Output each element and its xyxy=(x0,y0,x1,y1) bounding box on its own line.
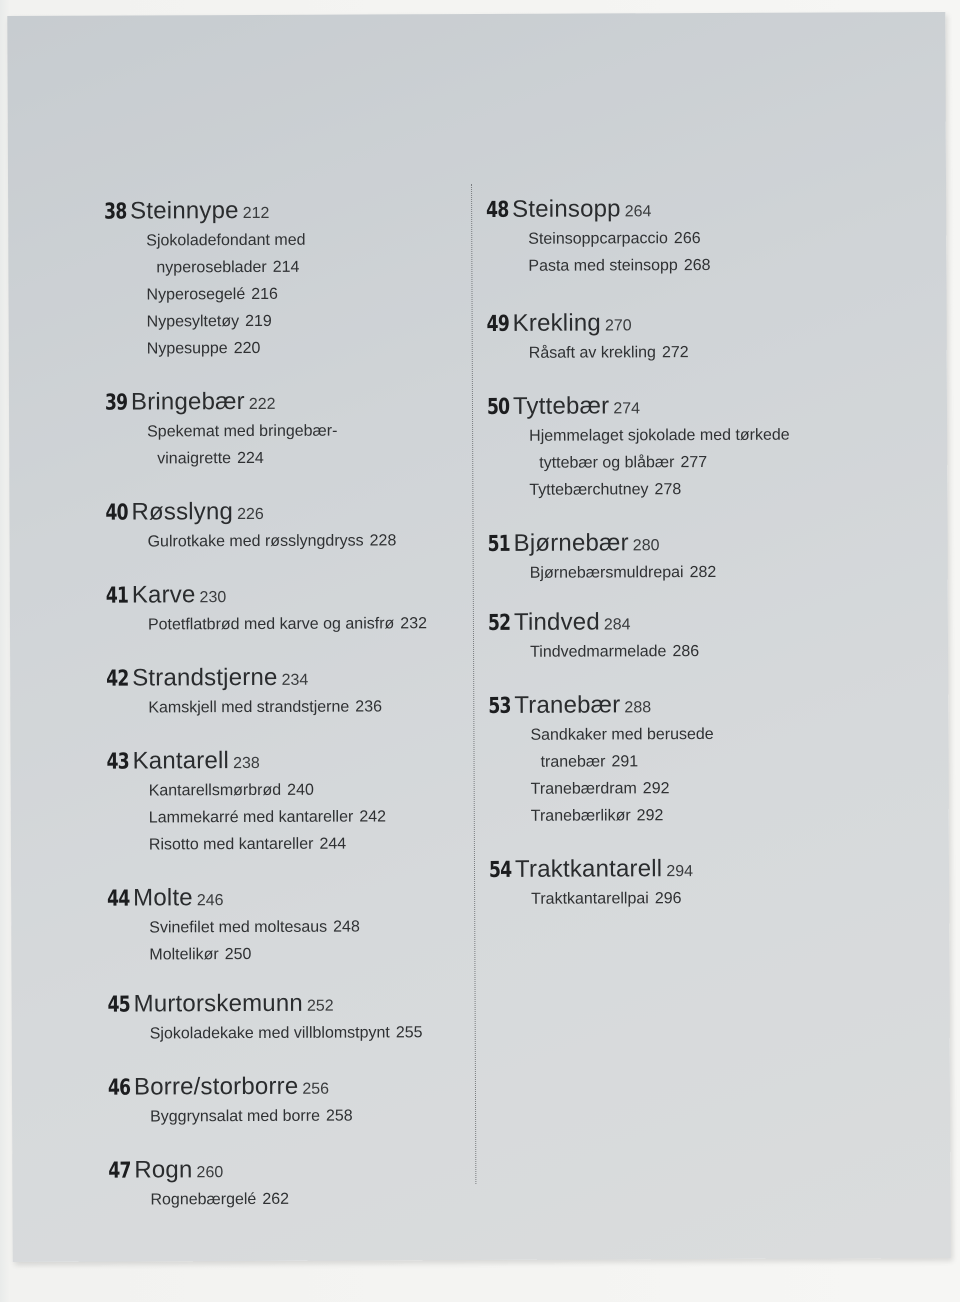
chapter-number: 41 xyxy=(105,583,129,609)
toc-chapter xyxy=(108,987,458,1048)
recipe-line xyxy=(148,610,456,638)
recipe-page-number: 278 xyxy=(654,481,682,499)
recipe-page-number: 228 xyxy=(369,532,397,550)
chapter-heading xyxy=(106,661,456,695)
recipe-line xyxy=(529,475,887,504)
recipe-entry xyxy=(488,558,888,587)
chapter-number: 49 xyxy=(486,311,510,337)
chapter-page-number: 230 xyxy=(199,589,227,607)
recipe-page-number: 266 xyxy=(673,230,701,248)
recipe-title: Risotto med kantareller xyxy=(148,835,314,854)
chapter-page-number: 246 xyxy=(196,892,224,910)
toc-chapter xyxy=(487,389,887,504)
chapter-page-number: 234 xyxy=(281,671,309,689)
recipe-entry xyxy=(488,637,888,666)
recipe-title: Kamskjell med strandstjerne xyxy=(148,698,350,717)
recipe-title: vinaigrette xyxy=(157,450,232,468)
chapter-number: 51 xyxy=(487,531,510,557)
chapter-title: Tyttebær xyxy=(512,392,610,420)
chapter-title: Rogn xyxy=(134,1156,193,1184)
recipe-line xyxy=(148,527,456,555)
recipe-entry xyxy=(106,610,456,639)
toc-chapter xyxy=(488,605,888,666)
recipe-page-number: 277 xyxy=(680,454,708,472)
recipe-page-number: 224 xyxy=(237,449,264,468)
recipe-page-number: 291 xyxy=(611,753,639,771)
recipe-line xyxy=(150,1185,458,1213)
chapter-title: Murtorskemunn xyxy=(133,989,303,1018)
chapter-page-number: 212 xyxy=(242,204,270,223)
chapter-page-number: 284 xyxy=(603,616,631,634)
chapter-heading xyxy=(489,852,889,886)
recipe-title: Kantarellsmørbrød xyxy=(148,781,282,800)
chapter-title: Kantarell xyxy=(132,747,230,775)
recipe-title: Moltelikør xyxy=(149,946,219,964)
recipe-page-number: 282 xyxy=(689,563,717,582)
recipe-page-number: 220 xyxy=(233,339,261,358)
recipe-page-number: 240 xyxy=(287,781,314,799)
chapter-heading xyxy=(487,306,887,340)
book-page xyxy=(7,12,950,1262)
chapter-title: Steinsopp xyxy=(512,195,621,223)
chapter-number: 38 xyxy=(104,199,127,225)
recipe-entry xyxy=(105,307,455,336)
recipe-line xyxy=(530,558,888,587)
recipe-line xyxy=(149,940,457,968)
chapter-title: Bringebær xyxy=(130,388,245,416)
chapter-title: Traktkantarell xyxy=(514,855,663,883)
recipe-title: Nyperosegelé xyxy=(146,286,246,304)
recipe-page-number: 286 xyxy=(672,643,700,661)
toc-chapter xyxy=(106,578,456,639)
toc-chapter xyxy=(108,1153,458,1214)
recipe-entry xyxy=(487,475,887,504)
recipe-title: Nypesyltetøy xyxy=(146,313,240,331)
recipe-line xyxy=(146,226,454,254)
toc-chapter xyxy=(107,881,457,969)
recipe-page-number: 214 xyxy=(272,258,300,276)
chapter-heading xyxy=(486,192,886,226)
recipe-line xyxy=(531,801,889,830)
recipe-entry xyxy=(107,913,457,942)
recipe-title: Gulrotkake med røsslyngdryss xyxy=(147,532,364,551)
chapter-number: 53 xyxy=(488,693,511,719)
toc-chapter xyxy=(488,526,888,587)
toc-left-column xyxy=(104,194,458,1214)
recipe-entry xyxy=(486,224,886,253)
toc-chapter xyxy=(106,661,456,722)
toc-chapter xyxy=(104,194,455,363)
chapter-number: 48 xyxy=(486,197,509,223)
chapter-title: Steinnype xyxy=(130,197,239,225)
chapter-page-number: 222 xyxy=(248,395,276,414)
recipe-entry xyxy=(105,417,455,473)
recipe-page-number: 262 xyxy=(262,1190,290,1208)
recipe-line xyxy=(146,280,454,308)
recipe-line xyxy=(149,776,457,804)
toc-chapter xyxy=(486,192,886,280)
recipe-title: Byggrynsalat med borre xyxy=(150,1107,320,1126)
recipe-page-number: 236 xyxy=(355,698,383,716)
recipe-page-number: 232 xyxy=(400,615,428,633)
chapter-heading xyxy=(108,1153,458,1187)
chapter-page-number: 264 xyxy=(624,203,652,221)
recipe-entry xyxy=(487,421,887,477)
chapter-number: 54 xyxy=(488,857,512,883)
toc-right-column xyxy=(486,192,889,913)
chapter-number: 52 xyxy=(487,610,511,636)
recipe-entry xyxy=(106,527,456,556)
recipe-line xyxy=(147,444,455,472)
chapter-heading xyxy=(105,495,455,529)
recipe-title: Råsaft av krekling xyxy=(528,344,656,362)
recipe-page-number: 292 xyxy=(642,780,670,798)
recipe-title: Bjørnebærsmuldrepai xyxy=(529,564,684,582)
recipe-line xyxy=(149,913,457,941)
chapter-page-number: 226 xyxy=(237,505,264,524)
recipe-line xyxy=(529,421,887,450)
recipe-entry xyxy=(489,801,889,830)
chapter-heading xyxy=(107,881,457,915)
recipe-entry xyxy=(107,803,457,832)
recipe-entry xyxy=(489,884,889,913)
recipe-title: Lammekarré med kantareller xyxy=(148,808,354,827)
recipe-page-number: 255 xyxy=(395,1024,423,1042)
recipe-line xyxy=(531,774,889,803)
chapter-heading xyxy=(488,605,888,639)
chapter-number: 39 xyxy=(104,390,128,416)
recipe-title: Rognebærgelé xyxy=(150,1190,257,1209)
recipe-line xyxy=(146,253,454,281)
chapter-heading xyxy=(108,987,458,1021)
toc-chapter xyxy=(105,385,455,473)
recipe-line xyxy=(528,224,886,253)
recipe-title: nyperoseblader xyxy=(156,258,267,277)
chapter-page-number: 238 xyxy=(233,754,260,773)
recipe-title: Tyttebærchutney xyxy=(529,481,649,499)
recipe-entry xyxy=(108,1019,458,1048)
chapter-heading xyxy=(106,578,456,612)
recipe-entry xyxy=(107,776,457,805)
chapter-page-number: 252 xyxy=(306,997,334,1015)
recipe-line xyxy=(150,1019,458,1047)
recipe-line xyxy=(149,830,457,858)
recipe-title: Svinefilet med moltesaus xyxy=(149,918,328,937)
chapter-title: Borre/storborre xyxy=(133,1072,299,1101)
recipe-entry xyxy=(108,1102,458,1131)
toc-chapter xyxy=(488,688,889,830)
recipe-title: Traktkantarellpai xyxy=(531,890,649,908)
chapter-heading xyxy=(488,526,888,560)
toc-chapter xyxy=(108,1070,458,1131)
chapter-page-number: 256 xyxy=(302,1080,330,1098)
recipe-title: tranebær xyxy=(540,753,606,771)
chapter-number: 44 xyxy=(107,886,130,912)
toc-chapter xyxy=(105,495,455,556)
recipe-line xyxy=(529,448,887,477)
chapter-number: 46 xyxy=(107,1075,131,1101)
recipe-line xyxy=(149,803,457,831)
chapter-page-number: 274 xyxy=(613,400,641,418)
chapter-title: Tindved xyxy=(513,608,600,636)
chapter-number: 50 xyxy=(486,394,510,420)
chapter-page-number: 294 xyxy=(666,863,694,881)
recipe-entry xyxy=(489,774,889,803)
recipe-page-number: 296 xyxy=(654,890,682,908)
recipe-entry xyxy=(104,226,454,282)
chapter-heading xyxy=(488,688,888,722)
recipe-entry xyxy=(487,338,887,367)
toc-chapter xyxy=(106,744,456,859)
recipe-title: Tindvedmarmelade xyxy=(530,643,667,661)
recipe-title: Tranebærlikør xyxy=(530,807,631,825)
recipe-entry xyxy=(105,334,455,363)
chapter-title: Krekling xyxy=(512,309,602,337)
recipe-title: Steinsoppcarpaccio xyxy=(528,230,668,248)
recipe-line xyxy=(150,1102,458,1130)
chapter-heading xyxy=(104,194,454,228)
chapter-title: Strandstjerne xyxy=(132,663,278,692)
chapter-page-number: 288 xyxy=(624,699,652,717)
chapter-heading xyxy=(108,1070,458,1104)
recipe-page-number: 258 xyxy=(325,1107,353,1125)
recipe-line xyxy=(147,417,455,445)
recipe-line xyxy=(528,251,886,280)
recipe-line xyxy=(148,693,456,721)
recipe-page-number: 216 xyxy=(251,285,278,303)
chapter-title: Molte xyxy=(133,884,193,912)
recipe-title: Spekemat med bringebær- xyxy=(147,422,338,441)
recipe-line xyxy=(530,637,888,666)
recipe-entry xyxy=(108,1185,458,1214)
chapter-number: 43 xyxy=(106,749,129,775)
chapter-title: Karve xyxy=(131,581,196,609)
recipe-title: Pasta med steinsopp xyxy=(528,257,678,275)
recipe-title: Nypesuppe xyxy=(146,340,228,358)
toc-chapter xyxy=(489,852,889,913)
chapter-page-number: 280 xyxy=(632,537,660,555)
chapter-number: 47 xyxy=(108,1158,131,1184)
recipe-page-number: 272 xyxy=(661,344,689,362)
recipe-page-number: 250 xyxy=(224,945,252,964)
chapter-number: 40 xyxy=(105,500,128,526)
recipe-title: Hjemmelaget sjokolade med tørkede xyxy=(529,426,790,445)
recipe-entry xyxy=(106,693,456,722)
recipe-title: Sjokoladekake med villblomstpynt xyxy=(149,1024,390,1043)
recipe-title: Sjokoladefondant med xyxy=(146,231,306,250)
recipe-line xyxy=(530,747,888,776)
column-divider xyxy=(471,184,476,1184)
chapter-page-number: 260 xyxy=(196,1164,224,1182)
chapter-number: 42 xyxy=(106,666,129,692)
recipe-line xyxy=(147,307,455,335)
recipe-line xyxy=(530,720,888,749)
chapter-title: Røsslyng xyxy=(131,498,234,526)
chapter-page-number: 270 xyxy=(604,317,632,335)
recipe-title: Tranebærdram xyxy=(530,780,637,798)
recipe-line xyxy=(529,338,887,367)
chapter-heading xyxy=(106,744,456,778)
recipe-page-number: 244 xyxy=(319,835,347,853)
recipe-page-number: 292 xyxy=(636,807,664,825)
recipe-title: tyttebær og blåbær xyxy=(539,454,675,472)
chapter-number: 45 xyxy=(107,992,130,1018)
recipe-entry xyxy=(107,830,457,859)
recipe-entry xyxy=(104,280,454,309)
chapter-heading xyxy=(487,389,887,423)
recipe-title: Sandkaker med berusede xyxy=(530,725,714,744)
recipe-line xyxy=(147,334,455,362)
recipe-line xyxy=(531,884,889,913)
toc-chapter xyxy=(487,306,887,367)
recipe-page-number: 242 xyxy=(359,808,387,826)
recipe-page-number: 248 xyxy=(333,918,360,936)
chapter-title: Bjørnebær xyxy=(513,529,629,557)
recipe-entry xyxy=(488,720,888,776)
recipe-entry xyxy=(486,251,886,280)
recipe-page-number: 219 xyxy=(245,312,272,331)
recipe-entry xyxy=(107,940,457,969)
recipe-title: Potetflatbrød med karve og anisfrø xyxy=(147,615,395,634)
recipe-page-number: 268 xyxy=(683,256,711,275)
chapter-title: Tranebær xyxy=(514,691,621,719)
chapter-heading xyxy=(105,385,455,419)
